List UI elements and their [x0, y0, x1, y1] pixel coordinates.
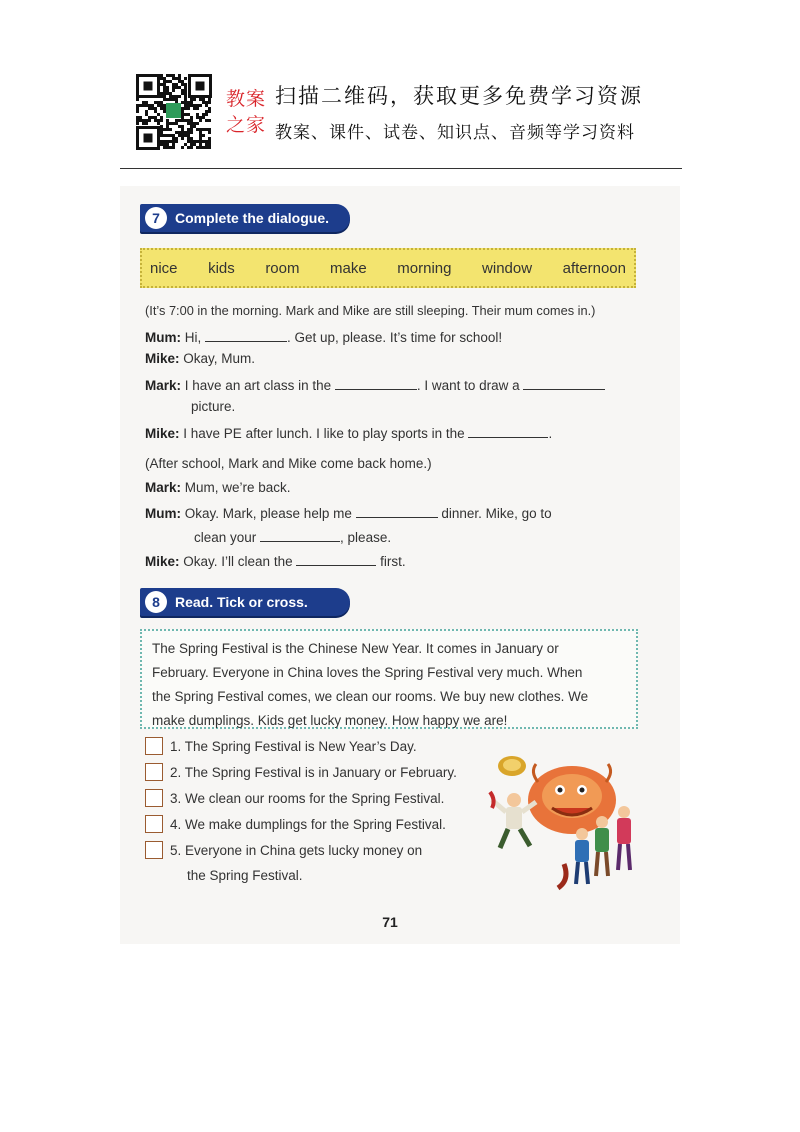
tick-box[interactable]	[145, 815, 163, 833]
statement-text: 2. The Spring Festival is in January or February.	[170, 764, 457, 780]
statement-row	[145, 763, 457, 781]
word-bank-item: nice	[150, 259, 178, 277]
tick-box[interactable]	[145, 763, 163, 781]
statement-text: 4. We make dumplings for the Spring Festival.	[170, 816, 446, 832]
dialogue-line	[145, 480, 291, 495]
line-text: Okay. I’ll clean the	[183, 554, 297, 569]
dialogue-continuation: picture.	[191, 399, 236, 414]
speaker: Mark:	[145, 480, 182, 495]
brand-logo	[220, 86, 272, 138]
brand-line-1: 教案	[225, 88, 266, 110]
answer-blank[interactable]	[335, 375, 417, 390]
line-text: .	[548, 426, 553, 441]
line-text: Okay, Mum.	[183, 351, 256, 366]
line-text: Mum, we’re back.	[184, 480, 291, 495]
line-text: . I want to draw a	[416, 378, 524, 393]
section-7-number: 7	[145, 207, 167, 229]
line-text: first.	[376, 554, 406, 569]
statement-row	[145, 815, 446, 833]
word-bank-item: window	[482, 259, 533, 277]
section-7-heading	[140, 204, 350, 232]
header-slogan: 扫描二维码，获取更多免费学习资源	[275, 84, 643, 108]
passage-line: the Spring Festival comes, we clean our rooms. We buy new clothes. We	[152, 689, 589, 704]
speaker: Mike:	[145, 426, 180, 441]
speaker: Mike:	[145, 351, 180, 366]
passage-line: The Spring Festival is the Chinese New Year. It comes in January or	[152, 641, 559, 656]
speaker: Mum:	[145, 506, 181, 521]
section-7-title: Complete the dialogue.	[175, 210, 330, 226]
answer-blank[interactable]	[523, 375, 605, 390]
tick-box[interactable]	[145, 789, 163, 807]
line-text: Hi,	[184, 330, 206, 345]
header-divider	[120, 168, 682, 169]
statement-text: 3. We clean our rooms for the Spring Festival.	[170, 790, 445, 806]
statement-row	[145, 737, 417, 755]
line-text: . Get up, please. It’s time for school!	[287, 330, 503, 345]
brand-line-2: 之家	[225, 114, 266, 136]
line-text: , please.	[340, 530, 392, 545]
dialogue-context: (After school, Mark and Mike come back home.)	[145, 456, 432, 471]
section-8-heading	[140, 588, 350, 616]
line-text: Okay. Mark, please help me	[184, 506, 356, 521]
answer-blank[interactable]	[356, 503, 438, 518]
word-bank-item: kids	[208, 259, 235, 277]
lion-dance-illustration	[486, 752, 642, 892]
speaker: Mike:	[145, 554, 180, 569]
section-8-number: 8	[145, 591, 167, 613]
line-text: dinner. Mike, go to	[437, 506, 552, 521]
answer-blank[interactable]	[468, 423, 548, 438]
answer-blank[interactable]	[296, 551, 376, 566]
dialogue-line	[145, 351, 255, 366]
word-bank-item: room	[265, 259, 300, 277]
dialogue-continuation	[194, 527, 391, 545]
dialogue-line	[145, 503, 552, 521]
statement-text: 5. Everyone in China gets lucky money on	[170, 842, 423, 858]
speaker: Mark:	[145, 378, 182, 393]
dialogue-line	[145, 423, 552, 441]
word-bank-item: make	[330, 259, 367, 277]
answer-blank[interactable]	[260, 527, 340, 542]
passage-line: make dumplings. Kids get lucky money. How happy we are!	[152, 713, 508, 728]
dialogue-context: (It’s 7:00 in the morning. Mark and Mike are still sleeping. Their mum comes in.)	[145, 303, 596, 318]
speaker: Mum:	[145, 330, 181, 345]
passage-line: February. Everyone in China loves the Spring Festival very much. When	[152, 665, 583, 680]
statement-row	[145, 841, 422, 859]
section-8-title: Read. Tick or cross.	[175, 594, 308, 610]
dialogue-line	[145, 551, 406, 569]
qr-code	[135, 74, 213, 150]
word-bank-item: afternoon	[562, 259, 626, 277]
reading-passage	[140, 629, 638, 729]
page-number: 71	[382, 914, 398, 930]
answer-blank[interactable]	[205, 327, 287, 342]
line-text: I have an art class in the	[184, 378, 335, 393]
tick-box[interactable]	[145, 737, 163, 755]
dialogue-line	[145, 327, 502, 345]
dialogue-line	[145, 375, 605, 393]
line-text: clean your	[194, 530, 261, 545]
statement-text: 1. The Spring Festival is New Year’s Day.	[170, 738, 417, 754]
tick-box[interactable]	[145, 841, 163, 859]
statement-row	[145, 789, 444, 807]
word-bank-item: morning	[397, 259, 452, 277]
line-text: I have PE after lunch. I like to play sports in the	[183, 426, 469, 441]
header-subline: 教案、课件、试卷、知识点、音频等学习资料	[275, 123, 635, 143]
statement-continuation: the Spring Festival.	[187, 868, 303, 883]
word-bank	[140, 248, 636, 288]
